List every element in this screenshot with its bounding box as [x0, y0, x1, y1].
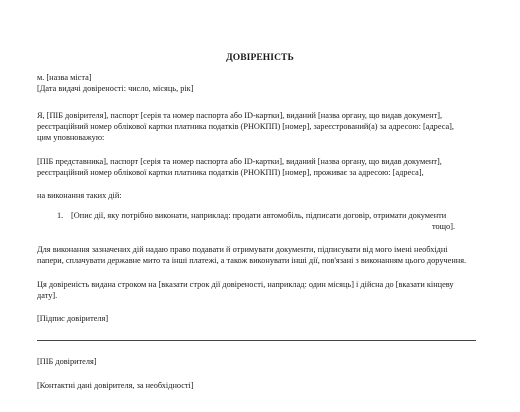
list-item-text: [Опис дії, яку потрібно виконати, наприклад: продати автомобіль, підписати договір, отримати документи — [71, 211, 447, 220]
representative-paragraph-line: [ПІБ представника], паспорт [серія та номер паспорта або ID-картки], виданий [назва органу, що видав документ], — [37, 157, 442, 166]
actions-intro: на виконання таких дій: — [37, 191, 122, 200]
principal-paragraph-line: Я, [ПІБ довірителя], паспорт [серія та номер паспорта або ID-картки], виданий [назва органу, що видав документ], — [37, 111, 443, 120]
document-title: ДОВІРЕНІСТЬ — [226, 53, 294, 63]
representative-paragraph-line: реєстраційний номер облікової картки платника податків (РНОКПП) [номер], проживає за адресою: [адреса], — [37, 168, 424, 177]
powers-paragraph-line: папери, сплачувати державне мито та інші платежі, а також виконувати інші дії, пов'язані з виконанням цього доручення. — [37, 256, 467, 265]
list-item-text-continuation: тощо]. — [432, 222, 456, 231]
validity-paragraph-line: дату]. — [37, 291, 58, 300]
powers-paragraph-line: Для виконання зазначених дій надаю право подавати й отримувати документи, підписувати від мого імені необхідні — [37, 245, 448, 254]
validity-paragraph-line: Ця довіреність видана строком на [вказати строк дії довіреності, наприклад: один місяць] і дійсна до [вказати кінцеву — [37, 280, 454, 289]
list-item-number: 1. — [57, 211, 64, 220]
contact-details: [Контактні дані довірителя, за необхідності] — [37, 381, 194, 390]
city-line: м. [назва міста] — [37, 73, 92, 82]
principal-paragraph-line: реєстраційний номер облікової картки платника податків (РНОКПП) [номер], зареєстрований(а) за адресою: [адреса], — [37, 122, 455, 131]
signature-label: [Підпис довірителя] — [37, 314, 109, 323]
principal-name: [ПІБ довірителя] — [37, 357, 97, 366]
principal-paragraph-line: цим уповноважую: — [37, 133, 105, 142]
signature-line — [37, 340, 476, 341]
date-line: [Дата видачі довіреності: число, місяць, рік] — [37, 84, 194, 93]
